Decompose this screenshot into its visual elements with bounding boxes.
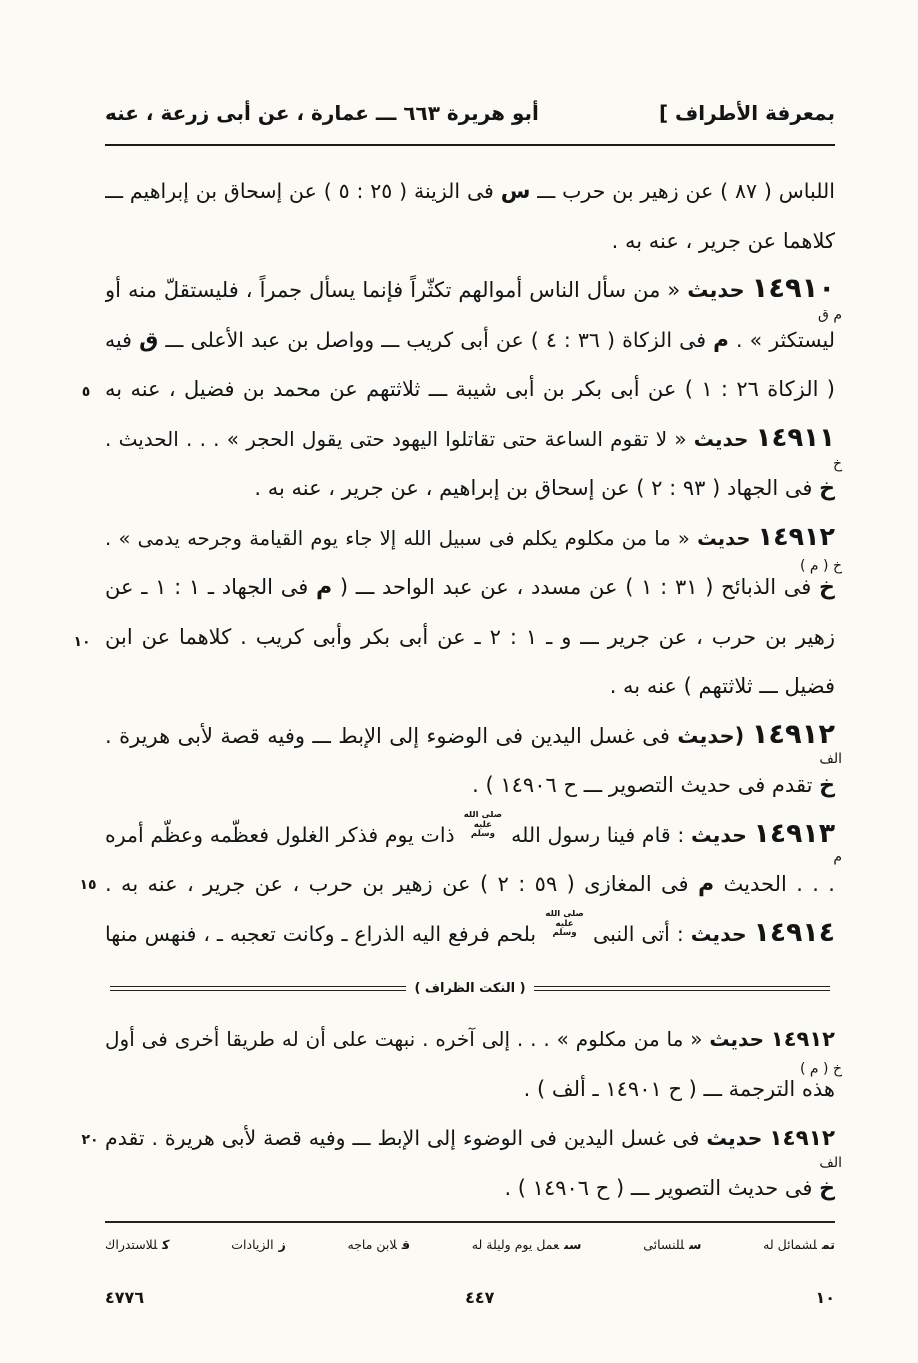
siglum: م <box>315 575 333 600</box>
key-code: تم <box>821 1237 835 1252</box>
key-code: ق <box>401 1237 411 1252</box>
key-item <box>348 1234 411 1256</box>
page-footer <box>105 1285 835 1311</box>
line-text: زهير بن حرب ، عن جرير ـــ و ـ ١ : ٢ ـ عن أبى بكر وأبى كريب . كلاهما عن ابن <box>105 624 835 649</box>
siglum: خ <box>819 575 835 600</box>
body-line <box>105 662 835 712</box>
line-text: هذه الترجمة ـــ ( ح ١٤٩٠١ ـ ألف ) . <box>523 1076 835 1101</box>
hadith-keyword: (حديث <box>677 723 745 748</box>
line-text: فى المغازى ( ٥٩ : ٢ ) عن زهير بن حرب ، عن جرير ، عنه به . <box>105 872 689 896</box>
hadith-number: ١٤٩١٢ <box>757 520 835 551</box>
body-line <box>105 514 835 564</box>
line-text: : أتى النبى <box>593 921 684 946</box>
body-line <box>105 415 835 465</box>
body-line <box>105 860 835 910</box>
header-rule <box>105 144 835 146</box>
line-text: « ما من مكلوم » . . . إلى آخره . نبهت على أن له طريقا أخرى فى أول <box>105 1027 703 1051</box>
page-number: ٤٤٧ <box>465 1288 495 1307</box>
nukat-line <box>105 1114 835 1164</box>
hadith-number: ١٤٩١٠ <box>751 273 835 304</box>
hadith-keyword: حديث <box>697 526 751 550</box>
line-text: فى الذبائح ( ٣١ : ١ ) عن مسدد ، عن عبد الواحد ـــ ( <box>339 575 812 599</box>
margin-siglum: خ ( م ) <box>800 1061 842 1077</box>
honorific-ligature: صلى الله عليه وسلم <box>545 909 584 939</box>
running-header <box>105 95 835 131</box>
line-text: : قام فينا رسول الله <box>511 822 685 847</box>
margin-siglum: خ ( م ) <box>800 558 842 574</box>
body-line <box>105 811 835 861</box>
key-label: لابن ماجه <box>347 1237 397 1252</box>
key-code: سى <box>564 1237 582 1252</box>
hadith-keyword: حديث <box>690 921 747 946</box>
separator-double-rule <box>110 986 406 991</box>
body-line <box>105 563 835 613</box>
line-text: فى الزكاة ( ٣٦ : ٤ ) عن أبى كريب ـــ وواصل بن عبد الأعلى ـــ <box>165 327 707 352</box>
hadith-keyword: حديث <box>687 278 745 302</box>
key-label: لشمائل له <box>763 1237 817 1252</box>
key-code: ز <box>278 1237 286 1252</box>
body-line <box>105 167 835 217</box>
line-counter: ١٠ <box>73 634 91 650</box>
siglum: خ <box>819 773 835 798</box>
body-line <box>105 217 835 267</box>
line-text: تقدم فى حديث التصوير ـــ ح ١٤٩٠٦ ) . <box>472 773 813 797</box>
hadith-number: ١٤٩١٤ <box>753 916 835 948</box>
line-text: ليستكثر » . <box>736 327 835 352</box>
line-text: فى غسل اليدين فى الوضوء إلى الإبط ـــ وفيه قصة لأبى هريرة . <box>105 723 670 748</box>
separator-double-rule <box>534 986 830 991</box>
abbreviation-key <box>105 1234 835 1256</box>
hadith-number: ١٤٩١٢ <box>769 1126 835 1151</box>
body-line <box>105 712 835 762</box>
volume-number: ١٠ <box>815 1288 835 1307</box>
body-line <box>105 266 835 316</box>
hadith-keyword: حديث <box>690 822 747 847</box>
line-text: فى الزينة ( ٢٥ : ٥ ) عن إسحاق بن إبراهيم ـــ <box>105 179 494 203</box>
key-label: الزيادات <box>231 1237 274 1252</box>
main-text <box>105 167 835 959</box>
line-text: « لا تقوم الساعة حتى تقاتلوا اليهود حتى يقول الحجر » . . . الحديث . <box>105 426 687 451</box>
hadith-number: ١٤٩١٢ <box>770 1027 835 1051</box>
margin-siglum: خ <box>832 456 842 472</box>
siglum: ق <box>139 327 159 353</box>
siglum: خ <box>819 476 835 501</box>
siglum: خ <box>819 1175 835 1201</box>
hadith-number: ١٤٩١١ <box>755 422 835 453</box>
line-counter: ١٥ <box>79 877 97 893</box>
hadith-number: ١٤٩١٢ <box>751 718 835 750</box>
line-counter: ٥ <box>81 384 91 400</box>
line-text: ذات يوم فذكر الغلول فعظّمه وعظّم أمره <box>105 822 455 847</box>
body-line <box>105 613 835 663</box>
hadith-keyword: حديث <box>709 1027 765 1051</box>
hadith-keyword: حديث <box>693 426 749 451</box>
line-text: « ما من مكلوم يكلم فى سبيل الله إلا جاء يوم القيامة وجرحه يدمى » . <box>105 526 690 550</box>
line-text: اللباس ( ٨٧ ) عن زهير بن حرب ـــ <box>537 179 835 203</box>
line-text: ( الزكاة ٢٦ : ١ ) عن أبى بكر بن أبى شيبة ـــ ثلاثتهم عن محمد بن فضيل ، عنه به <box>105 377 835 401</box>
nukat-text <box>105 1015 835 1213</box>
line-text: كلاهما عن جرير ، عنه به . <box>611 228 835 253</box>
section-title: أبو هريرة ٦٦٣ ـــ عمارة ، عن أبى زرعة ، عنه <box>105 101 539 125</box>
margin-siglum: م <box>833 849 842 865</box>
nukat-line <box>105 1164 835 1214</box>
footer-rule <box>105 1221 835 1223</box>
nukat-line <box>105 1015 835 1065</box>
margin-siglum: الف <box>819 751 842 767</box>
nukat-line <box>105 1065 835 1115</box>
line-text: فى حديث التصوير ـــ ( ح ١٤٩٠٦ ) . <box>504 1175 813 1200</box>
siglum: م <box>697 872 715 897</box>
key-item <box>472 1234 582 1256</box>
section-separator <box>110 978 830 998</box>
key-item <box>231 1234 285 1256</box>
separator-label: ( النكت الظراف ) <box>414 980 526 996</box>
line-text: فى غسل اليدين فى الوضوء إلى الإبط ـــ وفيه قصة لأبى هريرة . تقدم <box>105 1126 700 1150</box>
line-text: فى الجهاد ـ ١ : ١ ـ عن <box>105 575 309 599</box>
honorific-ligature: صلى الله عليه وسلم <box>463 810 503 840</box>
book-title-part: بمعرفة الأطراف ] <box>658 101 835 125</box>
margin-siglum: الف <box>819 1155 842 1171</box>
siglum: س <box>500 179 531 204</box>
key-label: للاستدراك <box>105 1237 158 1252</box>
body-line <box>105 910 835 960</box>
key-item <box>763 1234 835 1256</box>
line-text: بلحم فرفع اليه الذراع ـ وكانت تعجبه ـ ، فنهس منها <box>105 921 537 946</box>
line-text: . . . الحديث <box>723 872 835 896</box>
line-counter: ٢٠ <box>81 1132 99 1148</box>
body-line <box>105 316 835 366</box>
line-text: فى الجهاد ( ٩٣ : ٢ ) عن إسحاق بن إبراهيم ، عن جرير ، عنه به . <box>254 476 813 500</box>
key-code: ك <box>162 1237 170 1252</box>
hadith-keyword: حديث <box>706 1126 763 1150</box>
hadith-number: ١٤٩١٣ <box>753 817 835 849</box>
line-text: « من سأل الناس أموالهم تكثّراً فإنما يسأل جمراً ، فليستقلّ منه أو <box>105 278 681 302</box>
key-label: عمل يوم وليلة له <box>471 1237 560 1252</box>
siglum: م <box>713 327 729 353</box>
margin-siglum: م ق <box>818 307 842 323</box>
body-line <box>105 761 835 811</box>
body-line <box>105 365 835 415</box>
key-item <box>105 1234 170 1256</box>
line-text: فضيل ـــ ثلاثتهم ) عنه به . <box>609 674 835 698</box>
line-text: فيه <box>105 327 132 352</box>
key-code: س <box>689 1237 702 1252</box>
key-item <box>643 1234 701 1256</box>
body-line <box>105 464 835 514</box>
footer-count: ٤٧٧٦ <box>105 1288 145 1307</box>
key-label: للنسائى <box>643 1237 685 1252</box>
